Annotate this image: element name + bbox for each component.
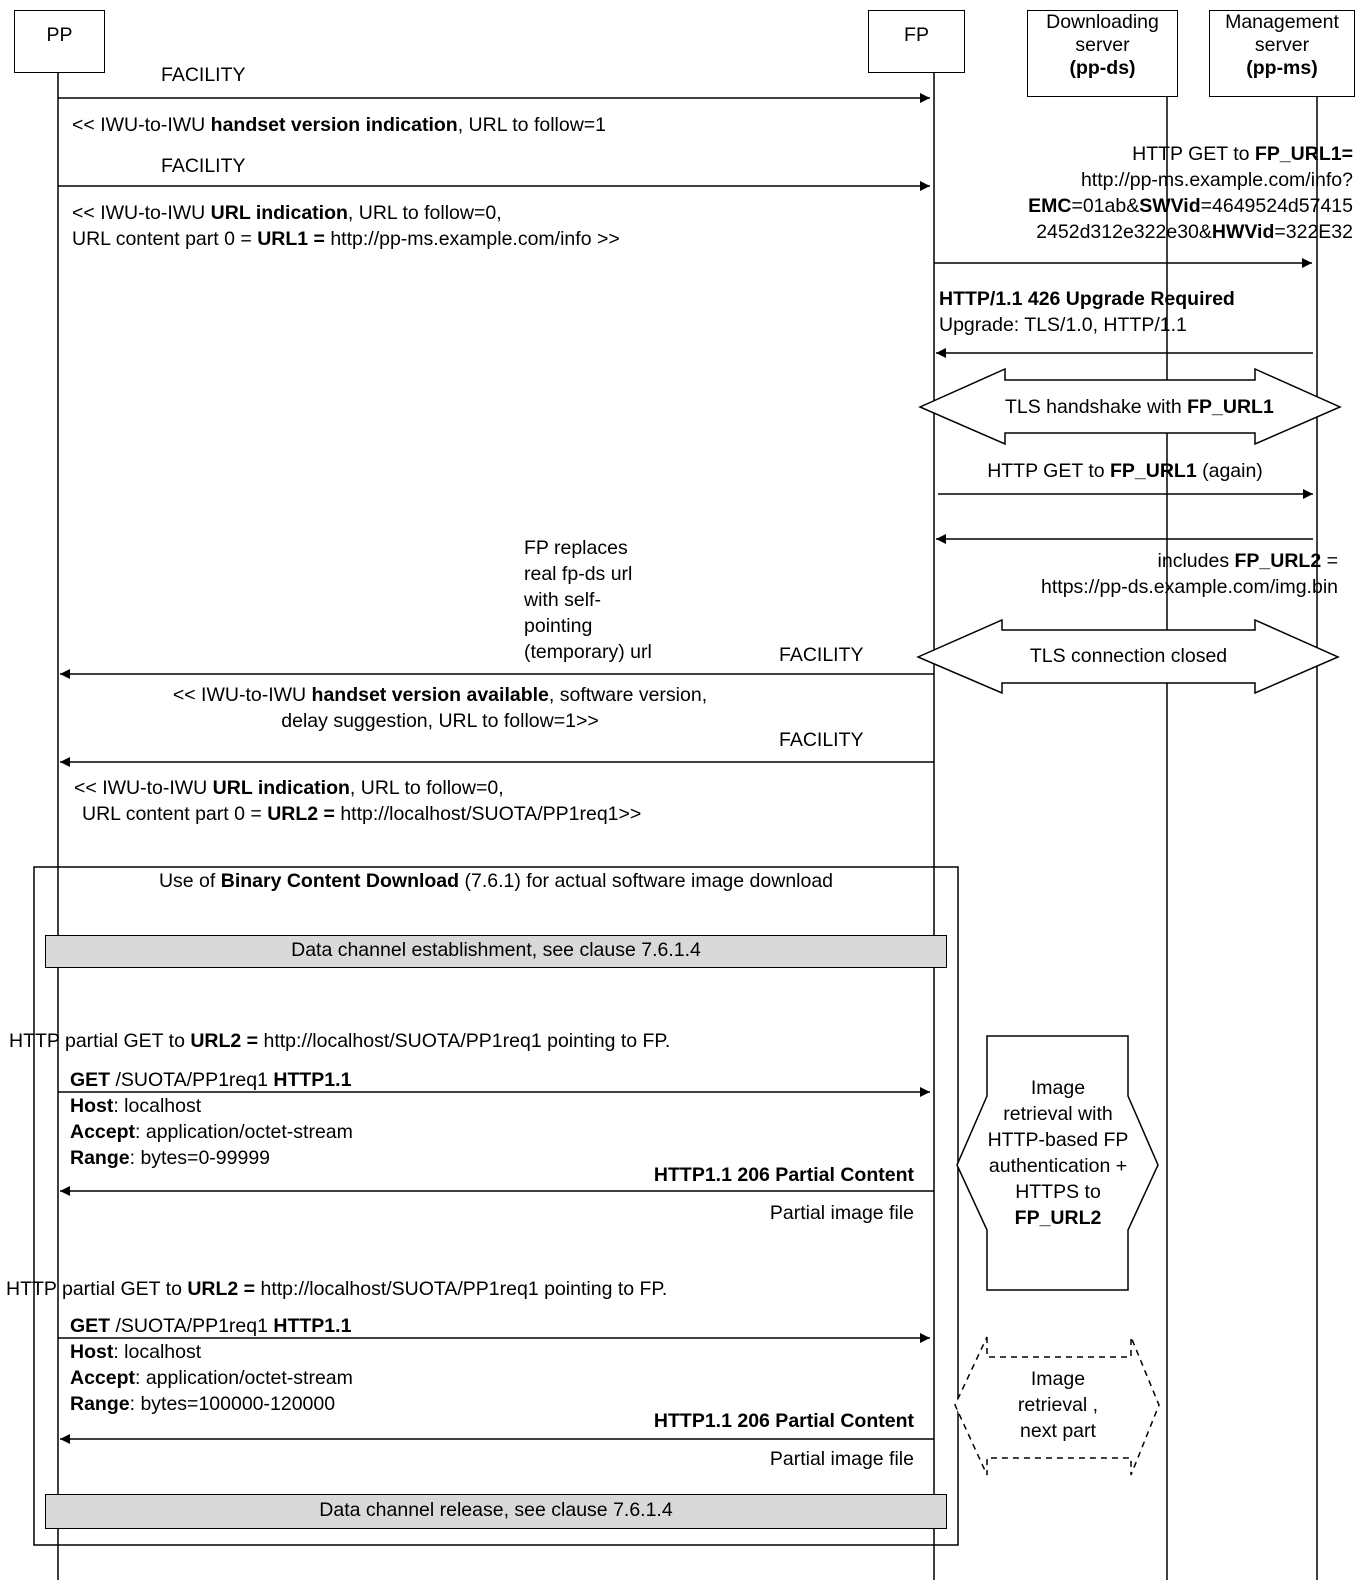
partial1-response: HTTP1.1 206 Partial Content: [653, 1164, 914, 1186]
retrieval-label: Image retrieval with HTTP-based FP authentication + HTTPS to FP_URL2: [987, 1077, 1129, 1229]
msg1-name: FACILITY: [161, 64, 246, 86]
partial2-heading: HTTP partial GET to URL2 = http://localhost/SUOTA/PP1req1 pointing to FP.: [6, 1278, 668, 1300]
fp-replaces-note: FP replaces real fp-ds url with self- pointing (temporary) url: [524, 537, 652, 663]
next-part-label: Image retrieval , next part: [1017, 1368, 1099, 1442]
msg2-content: << IWU-to-IWU URL indication, URL to follow=0, URL content part 0 = URL1 = http://pp-ms.example.com/info >>: [72, 202, 620, 250]
partial1-request: GET /SUOTA/PP1req1 HTTP1.1 Host: localhost Accept: application/octet-stream Range: bytes=0-99999: [70, 1069, 353, 1169]
bcd-title: Use of Binary Content Download (7.6.1) for actual software image download: [158, 870, 834, 892]
includes-label: includes FP_URL2 = https://pp-ds.example.com/img.bin: [1041, 550, 1338, 598]
msg4-name: FACILITY: [779, 729, 864, 751]
partial2-response: HTTP1.1 206 Partial Content: [653, 1410, 914, 1432]
resp426-label: HTTP/1.1 426 Upgrade Required Upgrade: TLS/1.0, HTTP/1.1: [939, 288, 1235, 336]
msg3-content: << IWU-to-IWU handset version available, software version, delay suggestion, URL to follow=1>>: [172, 684, 708, 732]
msg1-content: << IWU-to-IWU handset version indication, URL to follow=1: [72, 114, 607, 136]
partial1-heading: HTTP partial GET to URL2 = http://localhost/SUOTA/PP1req1 pointing to FP.: [9, 1030, 671, 1052]
ms-entity: Management server (pp-ms): [1209, 10, 1355, 97]
data-channel-release-bar: Data channel release, see clause 7.6.1.4: [45, 1494, 947, 1529]
partial1-file: Partial image file: [769, 1202, 914, 1224]
msg4-content: << IWU-to-IWU URL indication, URL to follow=0, URL content part 0 = URL2 = http://localhost/SUOTA/PP1req1>>: [74, 777, 642, 825]
msg3-name: FACILITY: [779, 644, 864, 666]
pp-entity: PP: [14, 10, 105, 73]
tls-handshake-label: TLS handshake with FP_URL1: [1005, 396, 1274, 418]
tls-closed-label: TLS connection closed: [1029, 645, 1228, 667]
fp-entity: FP: [868, 10, 965, 73]
get2-label: HTTP GET to FP_URL1 (again): [987, 460, 1263, 482]
partial2-request: GET /SUOTA/PP1req1 HTTP1.1 Host: localhost Accept: application/octet-stream Range: bytes=100000-120000: [70, 1315, 353, 1415]
partial2-file: Partial image file: [769, 1448, 914, 1470]
msg2-name: FACILITY: [161, 155, 246, 177]
data-channel-establishment-bar: Data channel establishment, see clause 7.6.1.4: [45, 935, 947, 968]
ds-entity: Downloading server (pp-ds): [1027, 10, 1178, 97]
get1-label: HTTP GET to FP_URL1= http://pp-ms.example.com/info? EMC=01ab&SWVid=4649524d57415 2452d312e322e30&HWVid=322E32: [1028, 143, 1353, 243]
